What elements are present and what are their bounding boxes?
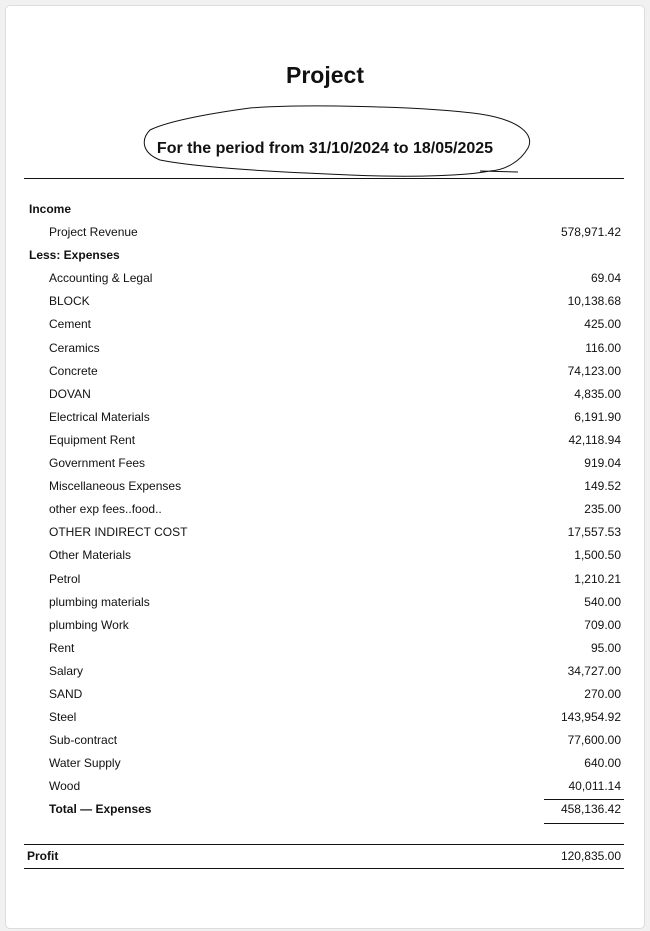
expense-row [24, 430, 624, 453]
profit-amount: 120,835.00 [560, 849, 621, 863]
expense-row-label: SAND [49, 686, 83, 701]
expense-row-label: Steel [49, 710, 77, 725]
section-heading-expenses [24, 245, 624, 268]
expense-row-label: Other Materials [49, 548, 132, 563]
expense-row-label: Sub-contract [49, 733, 118, 748]
expense-row [24, 338, 624, 361]
expense-row [24, 499, 624, 522]
expense-row-label: DOVAN [49, 386, 91, 401]
expense-row-amount: 1,500.50 [574, 548, 621, 563]
expense-row-amount: 425.00 [584, 317, 621, 332]
report-title: Project [286, 62, 364, 88]
expense-row-amount: 95.00 [590, 640, 621, 655]
report-period: For the period from 31/10/2024 to 18/05/2025 [156, 140, 494, 157]
expense-row [24, 707, 624, 730]
total-bottom-rule [544, 823, 624, 824]
expense-row-label: Wood [49, 779, 81, 794]
header-divider [24, 178, 624, 179]
expense-row-amount: 10,138.68 [567, 294, 621, 309]
expense-row-amount: 540.00 [584, 594, 621, 609]
expense-row [24, 661, 624, 684]
expense-row [24, 776, 624, 799]
report-rows [24, 199, 624, 823]
income-row-amount: 578,971.42 [560, 225, 621, 240]
expense-row-label: Government Fees [49, 456, 146, 471]
expense-row-label: Salary [49, 663, 84, 678]
expense-row [24, 407, 624, 430]
expense-row-amount: 919.04 [584, 456, 621, 471]
profit-bottom-rule [24, 868, 624, 869]
expense-row-amount: 4,835.00 [574, 386, 621, 401]
total-expenses-row-amount: 458,136.42 [560, 802, 621, 817]
income-row-label: Project Revenue [49, 225, 138, 240]
expense-row [24, 522, 624, 545]
expense-row-amount: 17,557.53 [567, 525, 621, 540]
expense-row [24, 569, 624, 592]
section-heading-income [24, 199, 624, 222]
expense-row [24, 268, 624, 291]
expense-row-amount: 77,600.00 [567, 733, 621, 748]
total-top-rule [544, 799, 624, 800]
expense-row [24, 545, 624, 568]
expense-row-label: Cement [49, 317, 92, 332]
expense-row-label: Concrete [49, 363, 98, 378]
profit-label: Profit [27, 849, 59, 863]
expense-row-amount: 1,210.21 [574, 571, 621, 586]
expense-row [24, 384, 624, 407]
income-row [24, 222, 624, 245]
expense-row-amount: 149.52 [584, 479, 621, 494]
expense-row [24, 314, 624, 337]
expense-row-label: Water Supply [49, 756, 121, 771]
expense-row-label: Petrol [49, 571, 81, 586]
section-heading-expenses-label: Less: Expenses [29, 248, 120, 263]
expense-row-amount: 74,123.00 [567, 363, 621, 378]
expense-row [24, 684, 624, 707]
expense-row-amount: 143,954.92 [560, 710, 621, 725]
expense-row [24, 453, 624, 476]
expense-row-label: other exp fees..food.. [49, 502, 162, 517]
expense-row-label: OTHER INDIRECT COST [49, 525, 188, 540]
expense-row [24, 361, 624, 384]
section-heading-income-label: Income [29, 202, 72, 216]
expense-row [24, 753, 624, 776]
expense-row-amount: 42,118.94 [568, 432, 621, 447]
expense-row-amount: 69.04 [590, 271, 621, 286]
expense-row [24, 615, 624, 638]
expense-row [24, 476, 624, 499]
expense-row-amount: 34,727.00 [567, 663, 621, 678]
expense-row-label: plumbing Work [49, 617, 129, 632]
expense-row [24, 730, 624, 753]
profit-top-rule [24, 844, 624, 845]
expense-row-label: Rent [49, 640, 75, 655]
expense-row-amount: 709.00 [584, 617, 621, 632]
expense-row-label: Equipment Rent [49, 432, 136, 447]
expense-row-label: Ceramics [49, 340, 100, 355]
expense-row-amount: 116.00 [585, 340, 621, 355]
expense-row-amount: 270.00 [584, 686, 621, 701]
expense-row-label: Accounting & Legal [49, 271, 153, 286]
expense-row [24, 291, 624, 314]
expense-row-label: Miscellaneous Expenses [49, 479, 182, 494]
expense-row-amount: 235.00 [584, 502, 621, 517]
expense-row-amount: 40,011.14 [568, 779, 621, 794]
expense-row-amount: 640.00 [584, 756, 621, 771]
total-expenses-row [24, 799, 624, 822]
expense-row-amount: 6,191.90 [574, 409, 621, 424]
expense-row-label: plumbing materials [49, 594, 150, 609]
expense-row [24, 592, 624, 615]
expense-row [24, 638, 624, 661]
expense-row-label: Electrical Materials [49, 409, 150, 424]
expense-row-label: BLOCK [49, 294, 90, 309]
total-expenses-row-label: Total — Expenses [49, 802, 152, 817]
